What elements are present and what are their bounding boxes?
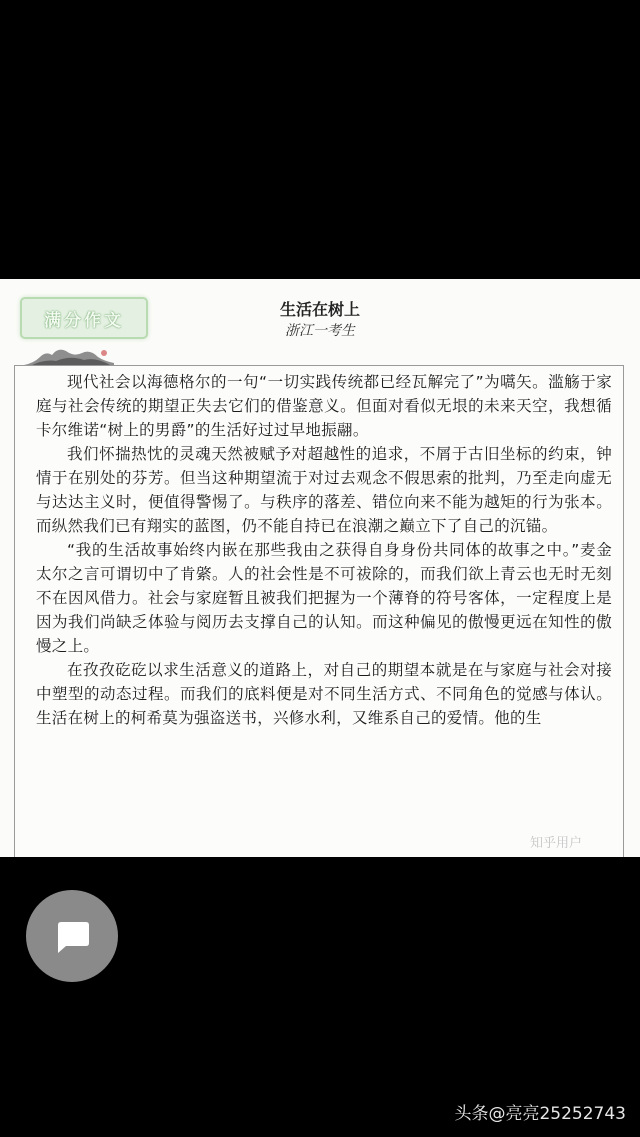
essay-author: 浙江一考生 — [285, 323, 355, 339]
category-badge: 满分作文 — [20, 297, 148, 339]
watermark: 知乎用户 — [530, 836, 583, 851]
chat-button[interactable] — [26, 890, 118, 982]
ink-mountain-icon — [24, 345, 114, 367]
paragraph-3: “我的生活故事始终内嵌在那些我由之获得自身身份共同体的故事之中。”麦金太尔之言可谓切中了肯綮。人的社会性是不可祓除的，而我们欲上青云也无时无刻不在因风借力。社会与家庭暂且被我们把握为一个薄脊的符号客体，一定程度上是因为我们尚缺乏体验与阅历去支撑自己的认知。而这种偏见的傲慢更远在知性的傲慢之上。 — [36, 541, 612, 655]
chat-bubble-icon — [52, 916, 92, 956]
paragraph-1: 现代社会以海德格尔的一句“一切实践传统都已经瓦解完了”为嚆矢。滥觞于家庭与社会传统的期望正失去它们的借鉴意义。但面对看似无垠的未来天空，我想循卡尔维诺“树上的男爵”的生活好过过早地振翮。 — [36, 373, 612, 439]
essay-title: 生活在树上 — [279, 300, 360, 319]
paragraph-4: 在孜孜矻矻以求生活意义的道路上，对自己的期望本就是在与家庭与社会对接中塑型的动态过程。而我们的底料便是对不同生活方式、不同角色的觉感与体认。生活在树上的柯希莫为强盗送书，兴修水利，又维系自己的爱情。他的生 — [36, 661, 612, 727]
paragraph-2: 我们怀揣热忱的灵魂天然被赋予对超越性的追求，不屑于古旧坐标的约束，钟情于在别处的芬芳。但当这种期望流于对过去观念不假思索的批判，乃至走向虚无与达达主义时，便值得警惕了。与秩序的落差、错位向来不能为越矩的行为张本。而纵然我们已有翔实的蓝图，仍不能自持已在浪潮之巅立下了自己的沉锚。 — [36, 445, 612, 535]
source-credit: 头条@亮亮25252743 — [454, 1104, 626, 1124]
document-image — [0, 279, 640, 857]
essay-body — [36, 370, 612, 730]
